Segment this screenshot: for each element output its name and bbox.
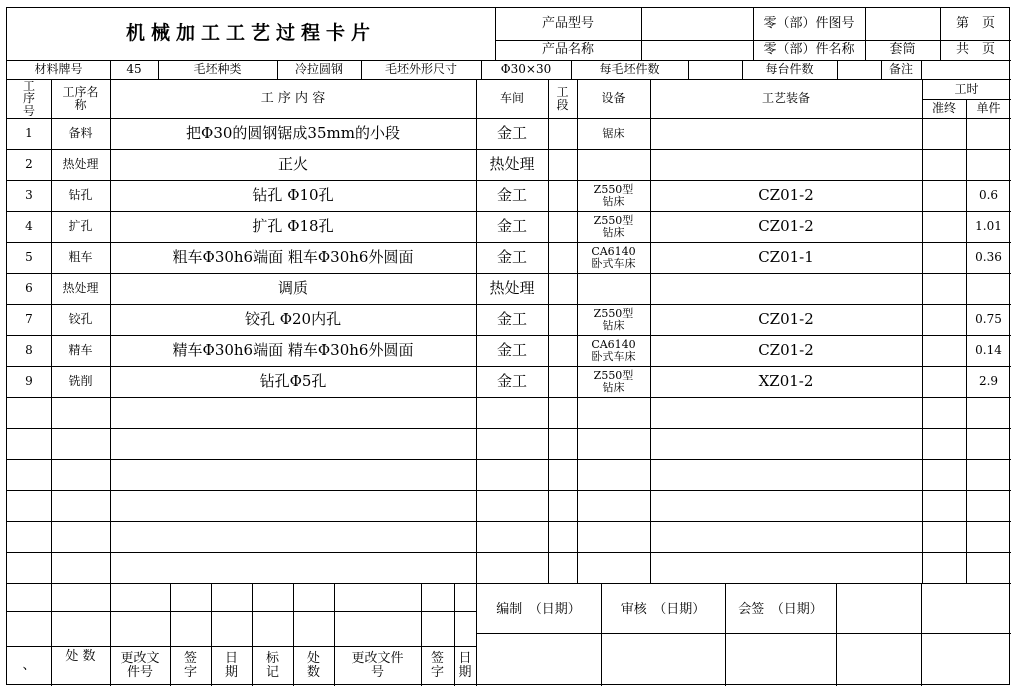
section-cell[interactable]: [548, 335, 577, 366]
step-name-cell[interactable]: 备料: [68, 126, 93, 141]
card-title: 机械加工工艺过程卡片: [125, 22, 376, 45]
grid-hline: [7, 397, 1011, 398]
col-section: 工段: [556, 84, 569, 112]
col-time: 工时: [954, 81, 979, 96]
revision-mark: 、: [22, 658, 36, 674]
per-unit-value[interactable]: [837, 60, 881, 79]
workshop-cell[interactable]: 金工: [496, 247, 527, 266]
material-grade-label: 材料牌号: [34, 62, 83, 77]
per-blank-value[interactable]: [688, 60, 742, 79]
tooling-cell[interactable]: [650, 118, 922, 149]
equipment-cell[interactable]: CA6140卧式车床: [591, 337, 636, 363]
blank-type-label: 毛坯种类: [193, 62, 242, 77]
tooling-cell[interactable]: CZ01-2: [758, 340, 814, 359]
grid-hline: [7, 552, 1011, 553]
step-name-cell[interactable]: 钻孔: [68, 188, 93, 203]
grid-hline: [7, 611, 476, 612]
unit-time-cell[interactable]: 1.01: [975, 219, 1002, 234]
col-workshop: 车间: [499, 91, 524, 106]
step-name-cell[interactable]: 精车: [68, 343, 93, 358]
unit-time-cell[interactable]: [966, 118, 1011, 149]
part-name-value[interactable]: 套筒: [889, 42, 916, 58]
step-no-cell[interactable]: 9: [25, 374, 33, 389]
step-name-cell[interactable]: 热处理: [62, 281, 99, 296]
prep-time-cell[interactable]: [922, 118, 966, 149]
col-tooling: 工艺装备: [761, 91, 810, 106]
step-no-cell[interactable]: 3: [25, 188, 33, 203]
col-step-no: 工序号: [22, 78, 35, 118]
tooling-cell[interactable]: CZ01-2: [758, 216, 814, 235]
section-cell[interactable]: [548, 366, 577, 397]
workshop-cell[interactable]: 热处理: [489, 278, 535, 297]
step-no-cell[interactable]: 5: [25, 250, 33, 265]
revision-count: 处 数: [65, 649, 96, 664]
section-cell[interactable]: [548, 211, 577, 242]
grid-hline: [7, 521, 1011, 522]
workshop-cell[interactable]: 金工: [496, 123, 527, 142]
step-content-cell[interactable]: 把Φ30的圆钢锯成35mm的小段: [186, 123, 400, 142]
revision-sign-2: 签字: [430, 651, 444, 680]
part-drawing-label: 零（部）件图号: [763, 16, 855, 32]
unit-time-cell[interactable]: 0.14: [975, 343, 1002, 358]
compile-date-label: 编制 （日期）: [496, 601, 581, 617]
unit-time-cell[interactable]: 0.75: [975, 312, 1002, 327]
section-cell[interactable]: [548, 149, 577, 180]
product-model-value[interactable]: [641, 8, 753, 40]
remark-value[interactable]: [921, 60, 1011, 79]
col-content: 工 序 内 容: [260, 90, 326, 106]
blank-size-label: 毛坯外形尺寸: [384, 62, 457, 77]
workshop-cell[interactable]: 金工: [496, 185, 527, 204]
grid-vline: [836, 583, 837, 686]
revision-doc-no-2: 更改文件号: [351, 651, 404, 680]
prep-time-cell[interactable]: [922, 149, 966, 180]
product-name-value[interactable]: [641, 40, 753, 60]
tooling-cell[interactable]: [650, 273, 922, 304]
equipment-cell[interactable]: Z550型钻床: [593, 368, 634, 394]
step-content-cell[interactable]: 粗车Φ30h6端面 粗车Φ30h6外圆面: [172, 247, 414, 266]
step-name-cell[interactable]: 热处理: [62, 157, 99, 172]
step-content-cell[interactable]: 铰孔 Φ20内孔: [244, 309, 342, 328]
grid-hline: [7, 583, 1011, 584]
total-label: 共 页: [955, 42, 995, 58]
grid-hline: [7, 428, 1011, 429]
equipment-cell[interactable]: [577, 273, 650, 304]
step-name-cell[interactable]: 扩孔: [68, 219, 93, 234]
revision-mark-2: 标记: [265, 651, 279, 680]
unit-time-cell[interactable]: [966, 149, 1011, 180]
unit-time-cell[interactable]: 2.9: [978, 374, 999, 389]
product-model-label: 产品型号: [541, 16, 594, 32]
step-no-cell[interactable]: 1: [25, 126, 33, 141]
blank-size-value[interactable]: Φ30×30: [500, 62, 552, 77]
per-blank-label: 每毛坯件数: [599, 62, 660, 77]
step-content-cell[interactable]: 钻孔 Φ10孔: [252, 185, 334, 204]
material-grade-value[interactable]: 45: [126, 62, 142, 77]
unit-time-cell[interactable]: 0.36: [975, 250, 1002, 265]
col-step-name: 工序名称: [62, 84, 99, 112]
grid-hline: [7, 490, 1011, 491]
tooling-cell[interactable]: [650, 149, 922, 180]
step-name-cell[interactable]: 铰孔: [68, 312, 93, 327]
prep-time-cell[interactable]: [922, 335, 966, 366]
part-name-label: 零（部）件名称: [763, 42, 855, 58]
unit-time-cell[interactable]: [966, 273, 1011, 304]
step-no-cell[interactable]: 6: [25, 281, 33, 296]
prep-time-cell[interactable]: [922, 242, 966, 273]
equipment-cell[interactable]: [577, 149, 650, 180]
equipment-cell[interactable]: CA6140卧式车床: [591, 244, 636, 270]
workshop-cell[interactable]: 金工: [496, 216, 527, 235]
prep-time-cell[interactable]: [922, 273, 966, 304]
per-unit-label: 每台件数: [765, 62, 814, 77]
process-card: [6, 7, 1010, 685]
step-no-cell[interactable]: 4: [25, 219, 33, 234]
workshop-cell[interactable]: 金工: [496, 309, 527, 328]
revision-count-2: 处数: [306, 651, 320, 680]
grid-hline: [7, 459, 1011, 460]
equipment-cell[interactable]: Z550型钻床: [593, 306, 634, 332]
col-prep: 准终: [931, 101, 956, 116]
product-name-label: 产品名称: [541, 42, 594, 58]
equipment-cell[interactable]: 锯床: [602, 126, 625, 140]
unit-time-cell[interactable]: 0.6: [978, 188, 999, 203]
equipment-cell[interactable]: Z550型钻床: [593, 182, 634, 208]
step-name-cell[interactable]: 粗车: [68, 250, 93, 265]
revision-date: 日期: [224, 651, 238, 680]
revision-doc-no: 更改文件号: [120, 651, 160, 680]
step-content-cell[interactable]: 扩孔 Φ18孔: [252, 216, 334, 235]
section-cell[interactable]: [548, 304, 577, 335]
tooling-cell[interactable]: XZ01-2: [758, 371, 814, 390]
step-content-cell[interactable]: 钻孔Φ5孔: [259, 371, 327, 390]
step-no-cell[interactable]: 7: [25, 312, 33, 327]
grid-vline: [921, 583, 922, 686]
workshop-cell[interactable]: 金工: [496, 340, 527, 359]
workshop-cell[interactable]: 热处理: [489, 154, 535, 173]
step-content-cell[interactable]: 正火: [277, 154, 308, 173]
revision-sign: 签字: [183, 651, 197, 680]
section-cell[interactable]: [548, 118, 577, 149]
col-unit: 单件: [976, 101, 1001, 116]
countersign-date-label: 会签 （日期）: [738, 601, 823, 617]
tooling-cell[interactable]: CZ01-2: [758, 309, 814, 328]
step-content-cell[interactable]: 精车Φ30h6端面 精车Φ30h6外圆面: [172, 340, 414, 359]
step-no-cell[interactable]: 2: [25, 157, 33, 172]
equipment-cell[interactable]: Z550型钻床: [593, 213, 634, 239]
remark-label: 备注: [888, 62, 913, 77]
workshop-cell[interactable]: 金工: [496, 371, 527, 390]
tooling-cell[interactable]: CZ01-1: [758, 247, 814, 266]
revision-date-2: 日期: [458, 651, 472, 680]
step-no-cell[interactable]: 8: [25, 343, 33, 358]
prep-time-cell[interactable]: [922, 366, 966, 397]
sheet-label: 第 页: [955, 16, 995, 32]
tooling-cell[interactable]: CZ01-2: [758, 185, 814, 204]
section-cell[interactable]: [548, 242, 577, 273]
prep-time-cell[interactable]: [922, 304, 966, 335]
prep-time-cell[interactable]: [922, 180, 966, 211]
col-equipment: 设备: [601, 91, 626, 106]
step-content-cell[interactable]: 调质: [277, 278, 308, 297]
grid-hline: [476, 633, 1011, 634]
blank-type-value[interactable]: 冷拉圆钢: [294, 62, 343, 77]
section-cell[interactable]: [548, 180, 577, 211]
part-drawing-value[interactable]: [865, 8, 940, 40]
section-cell[interactable]: [548, 273, 577, 304]
step-name-cell[interactable]: 铣削: [68, 374, 93, 389]
review-date-label: 审核 （日期）: [620, 601, 706, 617]
prep-time-cell[interactable]: [922, 211, 966, 242]
